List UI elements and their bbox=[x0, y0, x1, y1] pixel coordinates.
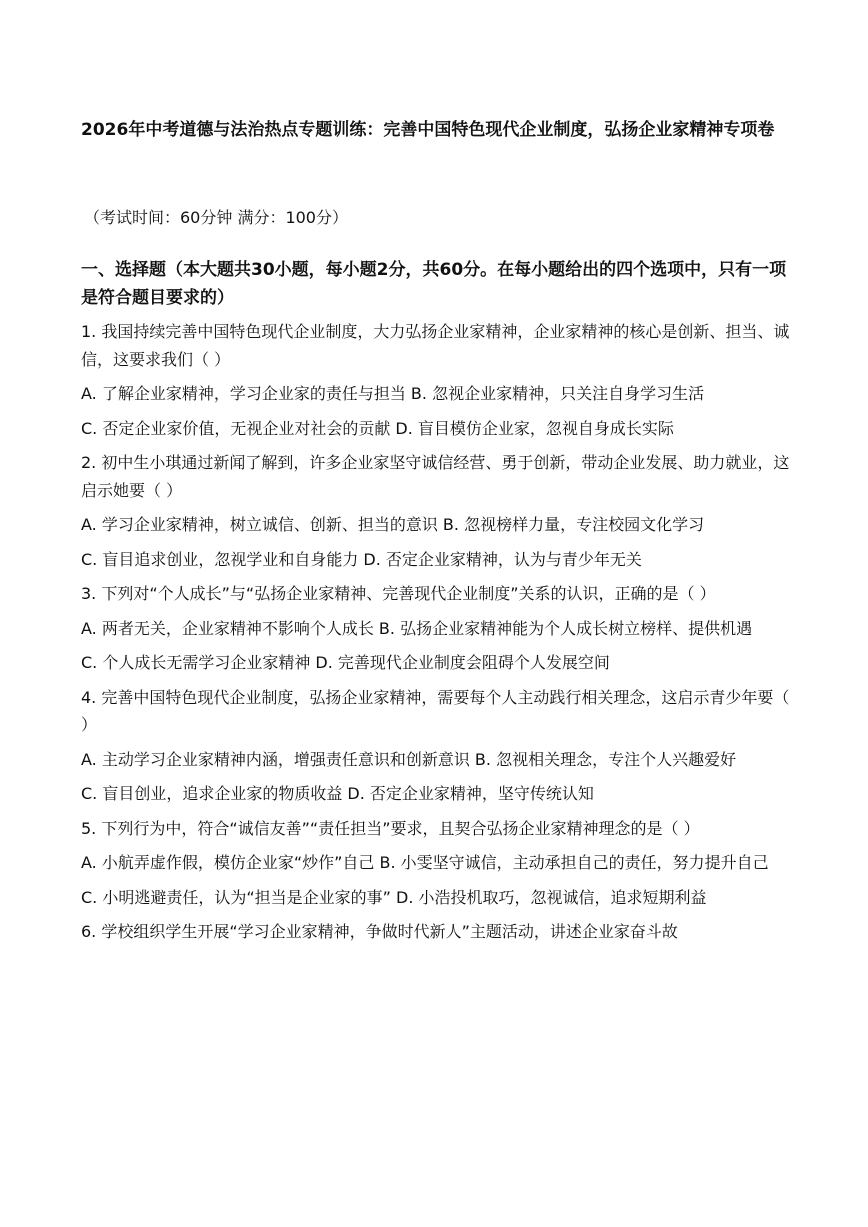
question-3-stem: 3. 下列对“个人成长”与“弘扬企业家精神、完善现代企业制度”关系的认识，正确的是（ ） bbox=[81, 584, 716, 603]
section-heading: 一、选择题（本大题共30小题，每小题2分，共60分。在每小题给出的四个选项中，只有一项是符合题目要求的） bbox=[81, 260, 787, 308]
question-3-options-ab: A. 两者无关，企业家精神不影响个人成长 B. 弘扬企业家精神能为个人成长树立榜样、提供机遇 bbox=[81, 618, 753, 638]
question-5-stem: 5. 下列行为中，符合“诚信友善”“责任担当”要求，且契合弘扬企业家精神理念的是（ ） bbox=[81, 818, 700, 838]
question-2-stem: 2. 初中生小琪通过新闻了解到，许多企业家坚守诚信经营、勇于创新，带动企业发展、助力就业，这启示她要（ ） bbox=[81, 453, 790, 500]
question-1-stem: 1. 我国持续完善中国特色现代企业制度，大力弘扬企业家精神，企业家精神的核心是创新、担当、诚信，这要求我们（ ） bbox=[81, 322, 790, 369]
question-5-options-cd: C. 小明逃避责任，认为“担当是企业家的事” D. 小浩投机取巧，忽视诚信，追求短期利益 bbox=[81, 887, 707, 907]
document-title: 2026年中考道德与法治热点专题训练：完善中国特色现代企业制度，弘扬企业家精神专项卷 bbox=[81, 120, 775, 140]
question-2-options-ab: A. 学习企业家精神，树立诚信、创新、担当的意识 B. 忽视榜样力量，专注校园文化学习 bbox=[81, 515, 705, 534]
question-2-options-cd: C. 盲目追求创业，忽视学业和自身能力 D. 否定企业家精神，认为与青少年无关 bbox=[81, 549, 642, 569]
question-1-options-cd: C. 否定企业家价值，无视企业对社会的贡献 D. 盲目模仿企业家，忽视自身成长实际 bbox=[81, 418, 674, 438]
question-1-options-ab: A. 了解企业家精神，学习企业家的责任与担当 B. 忽视企业家精神，只关注自身学习生活 bbox=[81, 384, 705, 403]
question-4-options-ab: A. 主动学习企业家精神内涵，增强责任意识和创新意识 B. 忽视相关理念，专注个人兴趣爱好 bbox=[81, 749, 737, 769]
question-4-stem: 4. 完善中国特色现代企业制度，弘扬企业家精神，需要每个人主动践行相关理念，这启示青少年要（ ） bbox=[81, 687, 790, 734]
exam-info: （考试时间：60分钟 满分：100分） bbox=[84, 208, 348, 227]
question-3-options-cd: C. 个人成长无需学习企业家精神 D. 完善现代企业制度会阻碍个人发展空间 bbox=[81, 653, 610, 672]
question-list bbox=[81, 318, 797, 953]
question-5-options-ab: A. 小航弄虚作假，模仿企业家“炒作”自己 B. 小雯坚守诚信，主动承担自己的责任，努力提升自己 bbox=[81, 853, 769, 872]
question-4-options-cd: C. 盲目创业，追求企业家的物质收益 D. 否定企业家精神，坚守传统认知 bbox=[81, 784, 594, 803]
question-6-stem: 6. 学校组织学生开展“学习企业家精神，争做时代新人”主题活动，讲述企业家奋斗故 bbox=[81, 922, 678, 941]
